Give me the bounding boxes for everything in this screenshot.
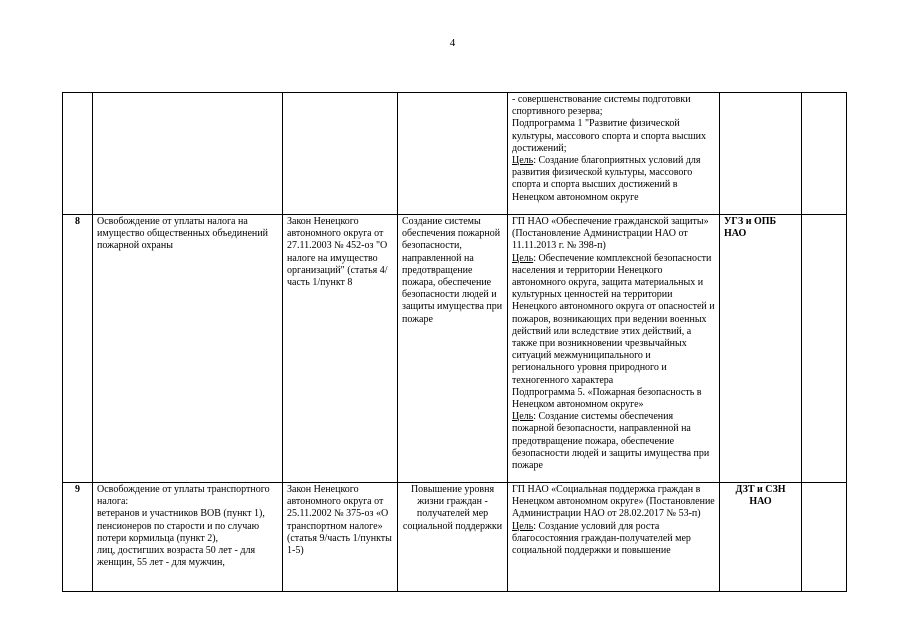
goal-cell: Повышение уровня жизни граждан - получателей мер социальной поддержки: [398, 483, 508, 592]
row-number: [63, 93, 93, 215]
program-cell: [508, 93, 720, 215]
program-paragraph: Подпрограмма 5. «Пожарная безопасность в Ненецком автономном округе»: [512, 386, 702, 411]
program-paragraph: Цель: Создание условий для роста благосостояния граждан-получателей мер социальной поддержки и повышение: [512, 520, 691, 557]
benefit-line: ветеранов и участников ВОВ (пункт 1),: [97, 508, 265, 520]
extra-cell: [802, 483, 847, 592]
row-number: 8: [63, 215, 93, 483]
program-paragraph: Цель: Создание благоприятных условий для развития физической культуры, массового спорта и спорта высших достижений в Ненецком автономном округе: [512, 155, 701, 203]
responsible-cell: [720, 93, 802, 215]
page-number: 4: [449, 37, 456, 49]
extra-cell: [802, 93, 847, 215]
law-cell: Закон Ненецкого автономного округа от 25.11.2002 № 375-оз «О транспортном налоге» (статья 9/часть 1/пункты 1-5): [283, 483, 398, 592]
program-paragraph: Подпрограмма 1 "Развитие физической культуры, массового спорта и спорта высших достижений;: [512, 118, 706, 154]
table-row: [63, 215, 847, 483]
goal-cell: [398, 93, 508, 215]
table-row: [63, 93, 847, 215]
law-cell: Закон Ненецкого автономного округа от 27.11.2003 № 452-оз "О налоге на имущество организаций" (статья 4/часть 1/пункт 8: [283, 215, 398, 483]
extra-cell: [802, 215, 847, 483]
program-paragraph: Цель: Создание системы обеспечения пожарной безопасности, направленной на предотвращение пожара, обеспечение безопасности людей и защиты имущества при пожаре: [512, 411, 710, 472]
benefit-line: Освобождение от уплаты транспортного налога:: [97, 484, 270, 508]
program-paragraph: ГП НАО «Обеспечение гражданской защиты» (Постановление Администрации НАО от 11.11.2013 г. № 398-п): [512, 216, 709, 252]
benefit-line: пенсионеров по старости и по случаю потери кормильца (пункт 2),: [97, 520, 260, 544]
program-cell: [508, 215, 720, 483]
goal-label: Цель: [512, 155, 534, 167]
goal-label: Цель: [512, 252, 534, 264]
goal-label: Цель: [512, 411, 534, 423]
benefit-cell: Освобождение от уплаты налога на имущество общественных объединений пожарной охраны: [93, 215, 283, 483]
goal-cell: Создание системы обеспечения пожарной безопасности, направленной на предотвращение пожара, обеспечение безопасности людей и защиты имущества при пожаре: [398, 215, 508, 483]
table-row: [63, 483, 847, 592]
responsible-cell: ДЗТ и СЗН НАО: [720, 483, 802, 592]
benefit-line: лиц, достигших возраста 50 лет - для женщин, 55 лет - для мужчин,: [97, 545, 256, 569]
program-paragraph: - совершенствование системы подготовки спортивного резерва;: [512, 94, 691, 118]
responsible-cell: УГЗ и ОПБ НАО: [720, 215, 802, 483]
program-cell: [508, 483, 720, 592]
row-number: 9: [63, 483, 93, 592]
benefit-cell: [93, 483, 283, 592]
program-paragraph: Цель: Обеспечение комплексной безопасности населения и территории Ненецкого автономного округа, защита материальных и культурных ценностей на территории Ненецкого автономного округа от опасностей и пожаров, возникающих при ведении военных действий или вследствие этих действий, а также при возникновении чрезвычайных ситуаций межмуниципального и регионального уровня природного и техногенного характера: [512, 252, 715, 386]
tax-benefits-table: [62, 92, 847, 592]
goal-label: Цель: [512, 520, 534, 532]
law-cell: [283, 93, 398, 215]
program-paragraph: ГП НАО «Социальная поддержка граждан в Ненецком автономном округе» (Постановление Администрации НАО от 28.02.2017 № 53-п): [512, 484, 715, 520]
benefit-cell: [93, 93, 283, 215]
